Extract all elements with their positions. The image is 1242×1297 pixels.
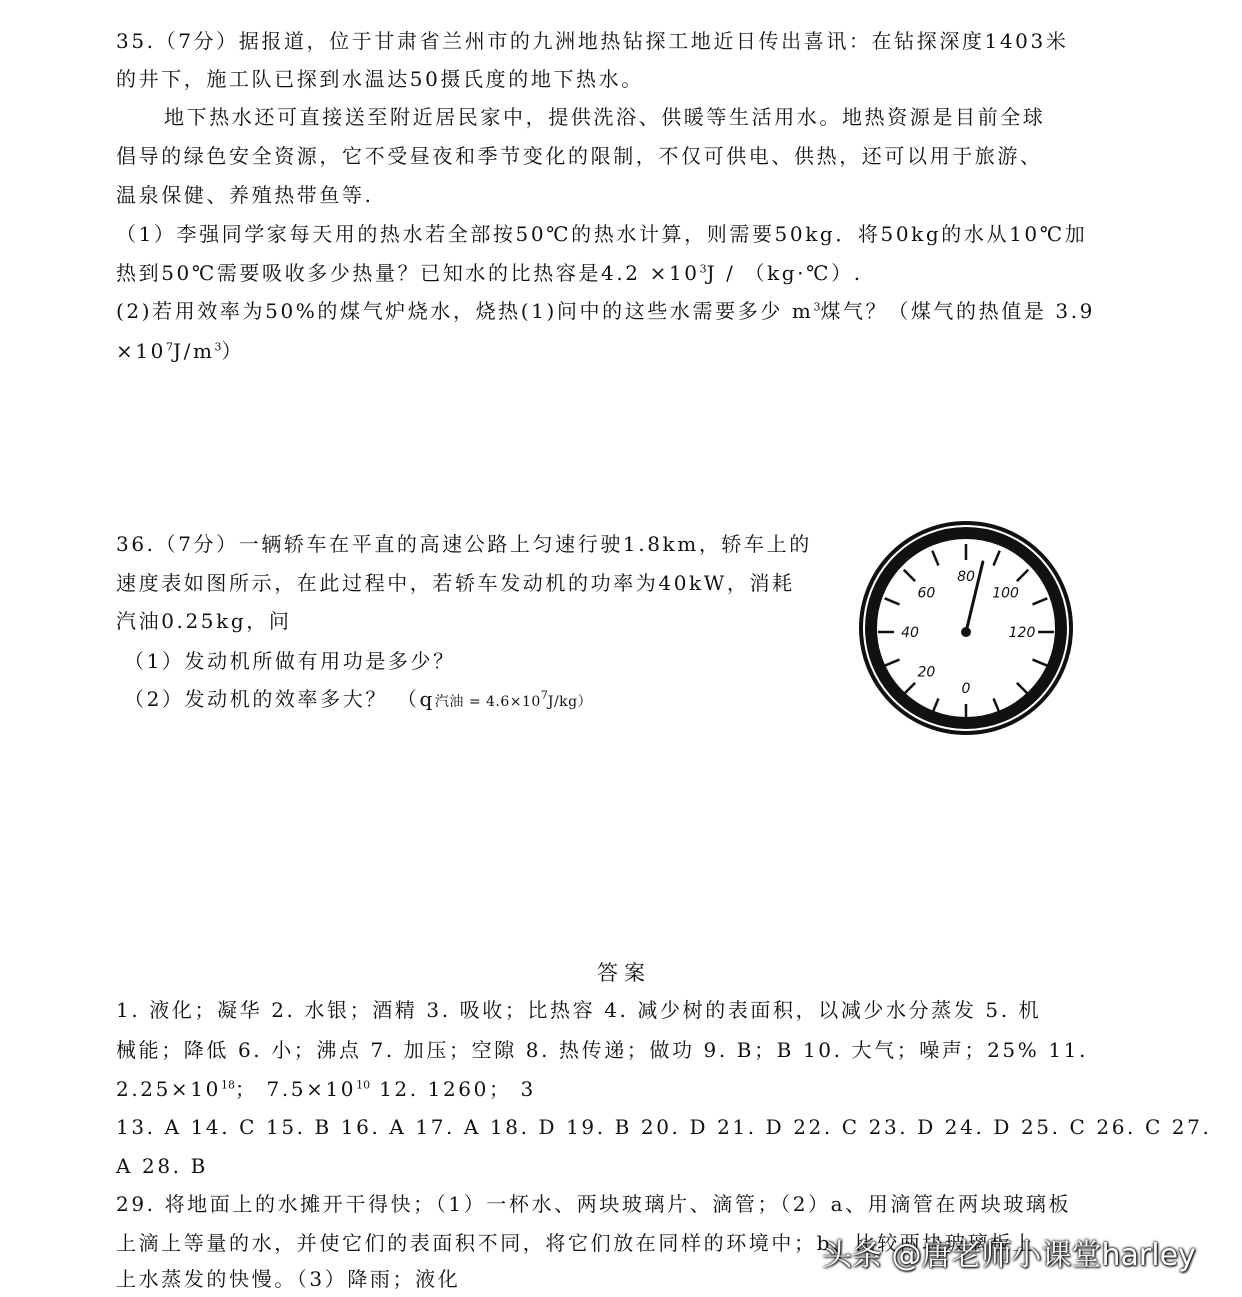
q35-line-6: （1）李强同学家每天用的热水若全部按50℃的热水计算，则需要50kg．将50kg的水从10℃加 bbox=[116, 222, 1088, 246]
q35-line-9: $\times 10^7J/m^3$） bbox=[116, 339, 245, 363]
answer-line-2: 械能；降低 6. 小；沸点 7. 加压；空隙 8. 热传递；做功 9. B；B 10. 大气；噪声；25% 11. bbox=[116, 1038, 1088, 1062]
gauge-label-0: 0 bbox=[961, 681, 971, 697]
q35-line-1: 35.（7分）据报道，位于甘肃省兰州市的九洲地热钻探工地近日传出喜讯：在钻探深度1403米 bbox=[116, 29, 1069, 53]
q36-line-1: 36.（7分）一辆轿车在平直的高速公路上匀速行驶1.8km，轿车上的 bbox=[116, 532, 812, 556]
gauge-label-20: 20 bbox=[917, 664, 936, 681]
q35-line-8: (2)若用效率为50%的煤气炉烧水，烧热(1)问中的这些水需要多少 $m^3$煤气？（煤气的热值是 3.9 bbox=[116, 299, 1096, 323]
answer-line-3: $2.25\times 10^{18}$； $7.5\times 10^{10}$ 12. 1260； 3 bbox=[116, 1077, 536, 1101]
answer-line-6: 29. 将地面上的水摊开干得快；（1）一杯水、两块玻璃片、滴管；（2）a、用滴管在两块玻璃板 bbox=[116, 1192, 1072, 1216]
gauge-label-60: 60 bbox=[917, 585, 936, 602]
q36-line-2: 速度表如图所示，在此过程中，若轿车发动机的功率为40kW，消耗 bbox=[116, 571, 795, 595]
q35-line-5: 温泉保健、养殖热带鱼等. bbox=[116, 183, 374, 207]
answer-line-8: 上水蒸发的快慢。（3）降雨；液化 bbox=[116, 1267, 461, 1291]
gauge-label-40: 40 bbox=[901, 625, 919, 641]
q35-line-4: 倡导的绿色安全资源，它不受昼夜和季节变化的限制，不仅可供电、供热，还可以用于旅游、 bbox=[116, 144, 1043, 168]
q36-line-3: 汽油0.25kg，问 bbox=[116, 609, 292, 633]
needle-hub bbox=[961, 627, 971, 637]
q36-line-5: （2）发动机的效率多大？ （q汽油 = $4.6\times 10^7J/kg$） bbox=[124, 687, 593, 711]
q36-line-4: （1）发动机所做有用功是多少？ bbox=[124, 649, 456, 673]
watermark-text: 头条 @唐老师小课堂harley bbox=[822, 1238, 1196, 1273]
speedometer-dial bbox=[858, 520, 1074, 736]
q35-line-2: 的井下，施工队已探到水温达50摄氏度的地下热水。 bbox=[116, 67, 644, 91]
answer-line-4: 13. A 14. C 15. B 16. A 17. A 18. D 19. B 20. D 21. D 22. C 23. D 24. D 25. C 26. C 27. bbox=[116, 1115, 1212, 1139]
gauge-label-80: 80 bbox=[957, 569, 975, 585]
gauge-label-120: 120 bbox=[1008, 625, 1036, 641]
answer-line-5: A 28. B bbox=[116, 1154, 208, 1178]
answers-title: 答案 bbox=[597, 961, 651, 985]
q35-line-7: 热到50℃需要吸收多少热量？已知水的比热容是$4.2 \times 10^3J$ / （kg·℃）. bbox=[116, 261, 863, 285]
answer-line-7: 上滴上等量的水，并使它们的表面积不同，将它们放在同样的环境中；b、比较两块玻璃板上 bbox=[116, 1231, 1036, 1255]
gauge-label-100: 100 bbox=[992, 585, 1019, 602]
answer-line-1: 1. 液化；凝华 2. 水银；酒精 3. 吸收；比热容 4. 减少树的表面积，以减少水分蒸发 5. 机 bbox=[116, 998, 1042, 1022]
q35-line-3: 地下热水还可直接送至附近居民家中，提供洗浴、供暖等生活用水。地热资源是目前全球 bbox=[164, 105, 1046, 129]
